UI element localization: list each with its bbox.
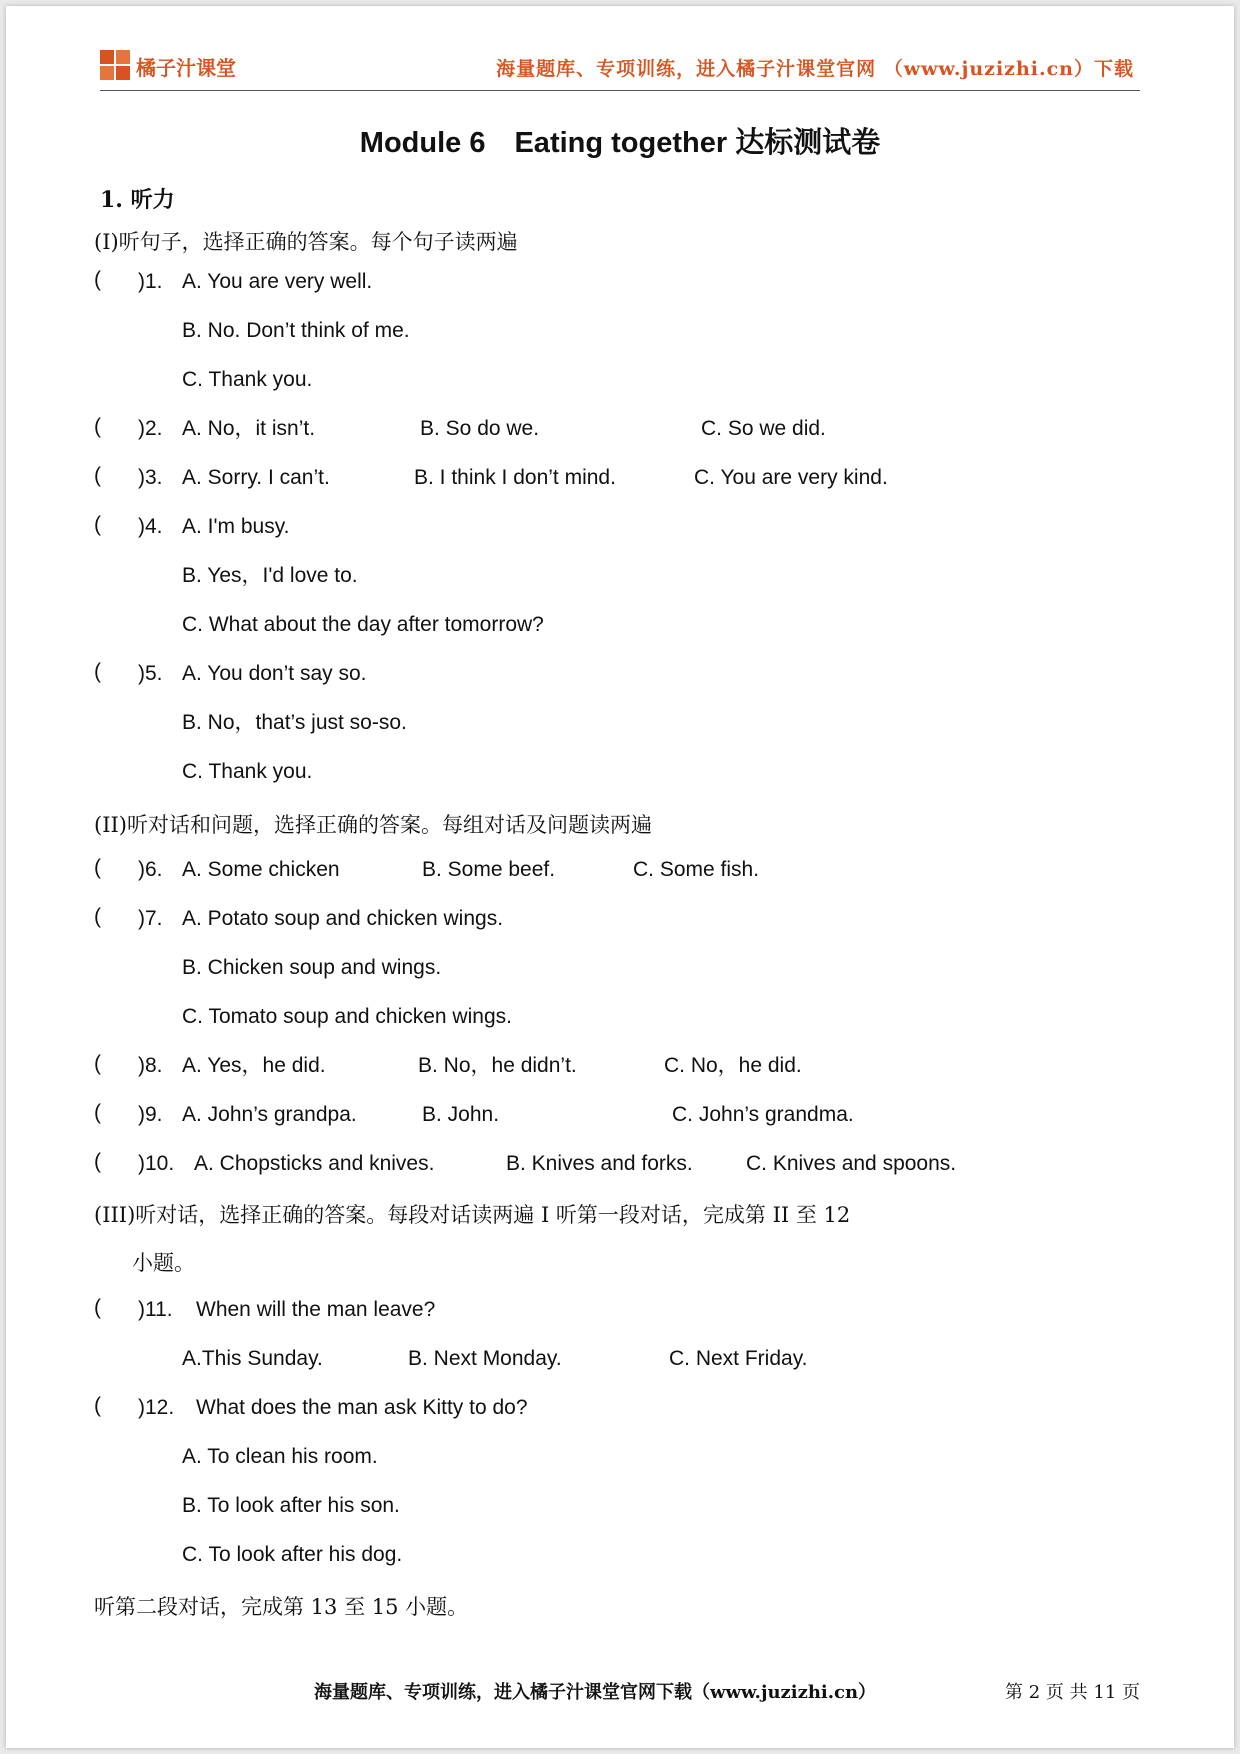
q11-option-a: A.This Sunday. — [182, 1347, 323, 1370]
q7-option-c: C. Tomato soup and chicken wings. — [182, 1005, 512, 1028]
page-title: Module 6 Eating together 达标测试卷 — [359, 127, 881, 159]
question-number: )9. — [138, 1103, 163, 1126]
q6-option-c: C. Some fish. — [633, 858, 760, 881]
q1-option-c: C. Thank you. — [182, 368, 313, 391]
q8-option-b: B. No，he didn’t. — [418, 1054, 577, 1077]
q4-option-b: B. Yes，I'd love to. — [182, 564, 358, 587]
q1-option-a: A. You are very well. — [182, 270, 373, 293]
q3-option-b: B. I think I don’t mind. — [414, 466, 616, 489]
document-page — [6, 6, 1234, 1748]
answer-blank[interactable]: ( — [94, 464, 101, 487]
q12-option-a: A. To clean his room. — [182, 1445, 378, 1468]
question-number: )3. — [138, 466, 163, 489]
answer-blank[interactable]: ( — [94, 268, 101, 291]
answer-blank[interactable]: ( — [94, 660, 101, 683]
q5-option-b: B. No，that’s just so-so. — [182, 711, 407, 734]
answer-blank[interactable]: ( — [94, 905, 101, 928]
q11-stem: When will the man leave? — [196, 1298, 436, 1321]
question-number: )6. — [138, 858, 163, 881]
q12-stem: What does the man ask Kitty to do? — [196, 1396, 528, 1419]
question-number: )2. — [138, 417, 163, 440]
q8-option-c: C. No，he did. — [664, 1054, 802, 1077]
q5-option-c: C. Thank you. — [182, 760, 313, 783]
question-number: )1. — [138, 270, 163, 293]
q4-option-a: A. I'm busy. — [182, 515, 290, 538]
q9-option-a: A. John’s grandpa. — [182, 1103, 357, 1126]
part1-instruction: (I)听句子，选择正确的答案。每个句子读两遍 — [94, 230, 518, 254]
question-number: )4. — [138, 515, 163, 538]
answer-blank[interactable]: ( — [94, 1150, 101, 1173]
answer-blank[interactable]: ( — [94, 1101, 101, 1124]
question-number: )11. — [138, 1298, 173, 1321]
answer-blank[interactable]: ( — [94, 1052, 101, 1075]
q4-option-c: C. What about the day after tomorrow? — [182, 613, 544, 636]
q3-option-a: A. Sorry. I can’t. — [182, 466, 330, 489]
q5-option-a: A. You don’t say so. — [182, 662, 367, 685]
footer-slogan[interactable]: 海量题库、专项训练，进入橘子汁课堂官网下载（www.juzizhi.cn） — [314, 1682, 877, 1703]
answer-blank[interactable]: ( — [94, 415, 101, 438]
logo-text: 橘子汁课堂 — [136, 56, 236, 80]
q9-option-b: B. John. — [422, 1103, 500, 1126]
page-number: 第 2 页 共 11 页 — [1005, 1682, 1140, 1703]
answer-blank[interactable]: ( — [94, 1296, 101, 1319]
q8-option-a: A. Yes，he did. — [182, 1054, 326, 1077]
question-number: )7. — [138, 907, 163, 930]
q9-option-c: C. John’s grandma. — [672, 1103, 854, 1126]
q10-option-c: C. Knives and spoons. — [746, 1152, 957, 1175]
answer-blank[interactable]: ( — [94, 856, 101, 879]
section-listening: 1. 听力 — [100, 187, 175, 213]
question-number: )8. — [138, 1054, 163, 1077]
header-slogan[interactable]: 海量题库、专项训练，进入橘子汁课堂官网 （www.juzizhi.cn）下载 — [496, 58, 1134, 80]
q10-option-a: A. Chopsticks and knives. — [194, 1152, 435, 1175]
q7-option-b: B. Chicken soup and wings. — [182, 956, 442, 979]
q12-option-b: B. To look after his son. — [182, 1494, 400, 1517]
question-number: )10. — [138, 1152, 175, 1175]
q7-option-a: A. Potato soup and chicken wings. — [182, 907, 504, 930]
q6-option-b: B. Some beef. — [422, 858, 556, 881]
q2-option-a: A. No，it isn’t. — [182, 417, 316, 440]
header-divider — [100, 90, 1140, 91]
q10-option-b: B. Knives and forks. — [506, 1152, 693, 1175]
q2-option-b: B. So do we. — [420, 417, 540, 440]
q11-option-c: C. Next Friday. — [669, 1347, 808, 1370]
part3-second-instruction: 听第二段对话，完成第 13 至 15 小题。 — [94, 1595, 469, 1619]
q2-option-c: C. So we did. — [701, 417, 826, 440]
logo-icon — [100, 50, 130, 80]
answer-blank[interactable]: ( — [94, 513, 101, 536]
q11-option-b: B. Next Monday. — [408, 1347, 562, 1370]
part3-instruction: (III)听对话，选择正确的答案。每段对话读两遍 I 听第一段对话，完成第 II 至 12 — [94, 1203, 851, 1227]
q3-option-c: C. You are very kind. — [694, 466, 888, 489]
q6-option-a: A. Some chicken — [182, 858, 340, 881]
q12-option-c: C. To look after his dog. — [182, 1543, 403, 1566]
question-number: )12. — [138, 1396, 175, 1419]
part3-instruction-cont: 小题。 — [132, 1251, 195, 1275]
answer-blank[interactable]: ( — [94, 1394, 101, 1417]
part2-instruction: (II)听对话和问题，选择正确的答案。每组对话及问题读两遍 — [94, 813, 652, 837]
q1-option-b: B. No. Don’t think of me. — [182, 319, 410, 342]
question-number: )5. — [138, 662, 163, 685]
